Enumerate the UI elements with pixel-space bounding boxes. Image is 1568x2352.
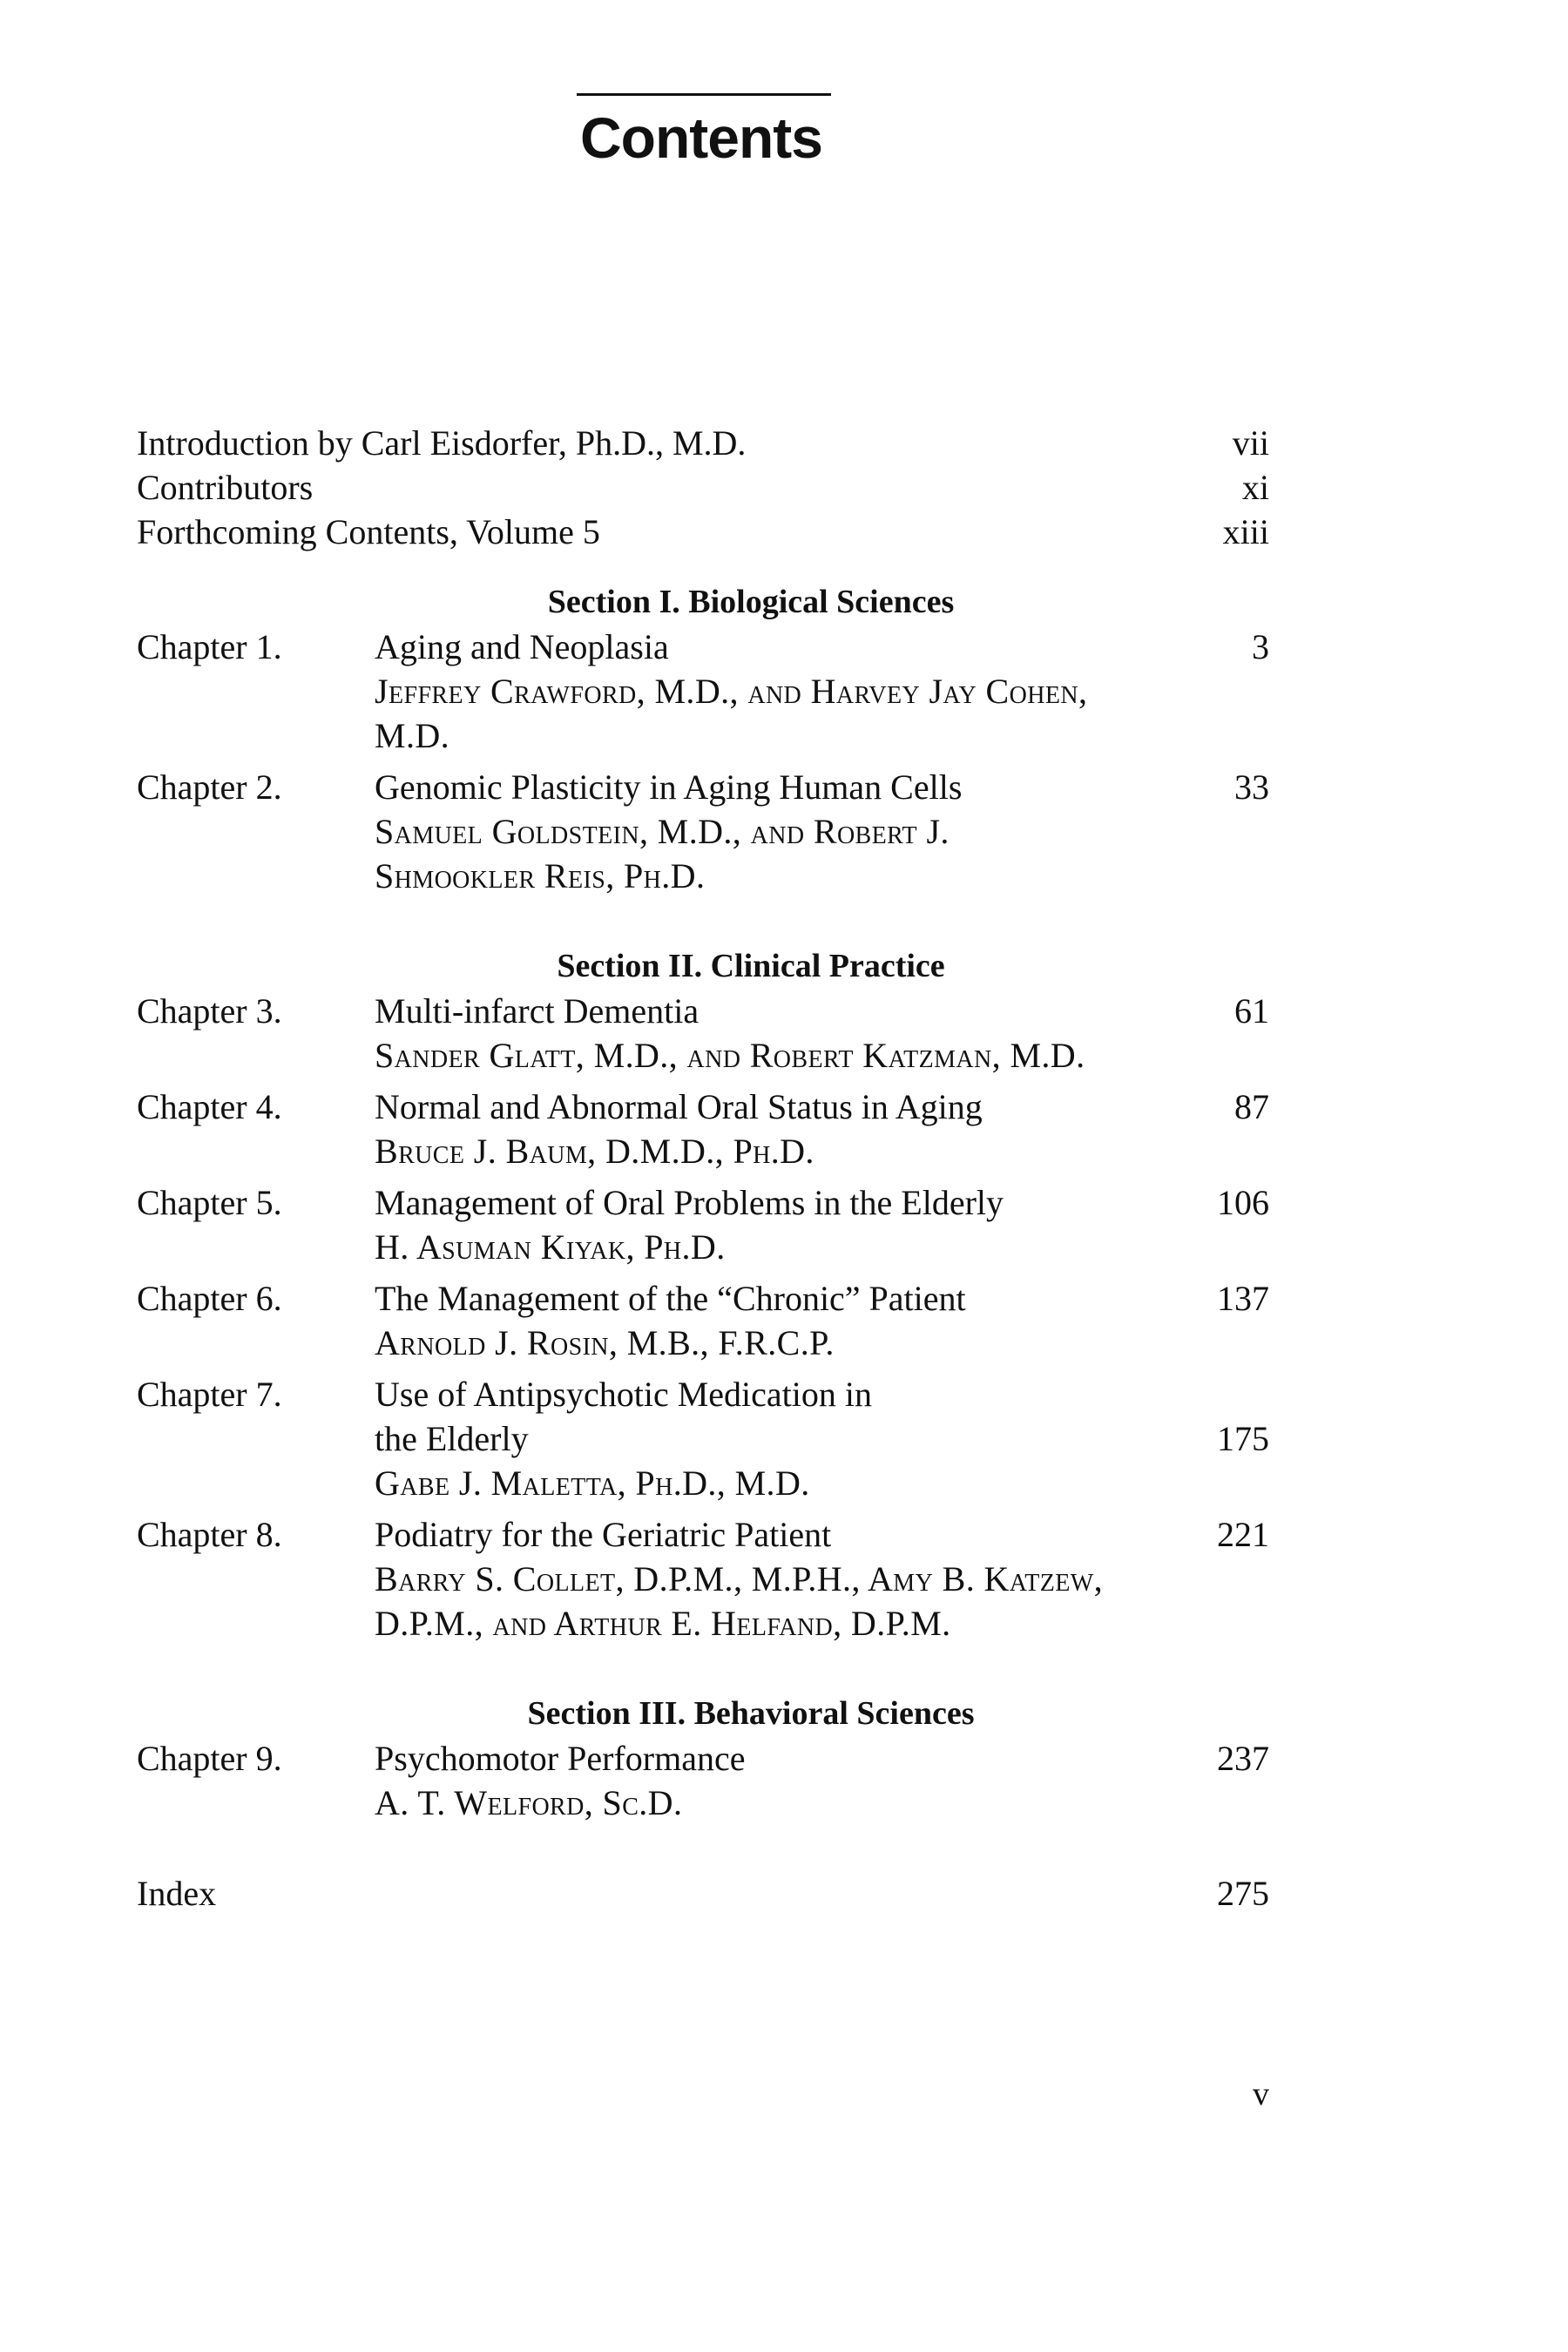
chapter-page: 175 xyxy=(1217,1419,1269,1458)
toc-row-index[interactable] xyxy=(137,1871,1269,1916)
title-rule xyxy=(577,93,831,96)
chapter-number: Chapter 3. xyxy=(137,991,282,1031)
toc-entry-chapter-6[interactable] xyxy=(137,1276,1269,1365)
chapter-authors: A. T. Welford, Sc.D. xyxy=(375,1783,683,1822)
chapter-authors: Bruce J. Baum, D.M.D., Ph.D. xyxy=(375,1132,814,1171)
toc-row-page: xi xyxy=(1241,468,1269,507)
chapter-authors: Sander Glatt, M.D., and Robert Katzman, M.D. xyxy=(375,1036,1085,1075)
chapter-authors: Barry S. Collet, D.P.M., M.P.H., Amy B. Katzew, D.P.M., and Arthur E. Helfand, D.P.M. xyxy=(375,1559,1104,1643)
chapter-title: Management of Oral Problems in the Elderly xyxy=(375,1183,1004,1222)
chapter-page: 61 xyxy=(1234,991,1269,1031)
chapter-page: 33 xyxy=(1234,767,1269,807)
toc-row-label: Introduction by Carl Eisdorfer, Ph.D., M.D. xyxy=(137,423,747,463)
section-heading: Section II. Clinical Practice xyxy=(557,948,945,984)
chapter-title: Psychomotor Performance xyxy=(375,1739,746,1778)
page-number: v xyxy=(1253,2076,1269,2112)
toc-row-page: vii xyxy=(1232,423,1269,463)
section-heading: Section I. Biological Sciences xyxy=(547,584,955,620)
chapter-authors: Arnold J. Rosin, M.B., F.R.C.P. xyxy=(375,1323,835,1362)
chapter-authors: Gabe J. Maletta, Ph.D., M.D. xyxy=(375,1463,810,1503)
chapter-number: Chapter 8. xyxy=(137,1515,282,1554)
chapter-number: Chapter 7. xyxy=(137,1375,282,1414)
chapter-number: Chapter 4. xyxy=(137,1087,282,1126)
toc-entry-chapter-2[interactable] xyxy=(137,765,1269,898)
chapter-number: Chapter 9. xyxy=(137,1739,282,1778)
toc-row-label: Contributors xyxy=(137,468,314,507)
chapter-page: 106 xyxy=(1217,1183,1269,1222)
chapter-authors: H. Asuman Kiyak, Ph.D. xyxy=(375,1227,726,1267)
toc-entry-chapter-7[interactable] xyxy=(137,1372,1269,1505)
toc-row-page: xiii xyxy=(1222,512,1269,551)
chapter-title: Multi-infarct Dementia xyxy=(375,991,700,1031)
chapter-page: 237 xyxy=(1217,1739,1269,1778)
chapter-title: Aging and Neoplasia xyxy=(375,627,669,666)
chapter-page: 87 xyxy=(1234,1087,1269,1126)
chapter-page: 3 xyxy=(1252,627,1269,666)
chapter-number: Chapter 1. xyxy=(137,627,282,666)
toc-entry-chapter-8[interactable] xyxy=(137,1512,1269,1646)
table-of-contents xyxy=(137,421,1269,1916)
toc-entry-chapter-1[interactable] xyxy=(137,625,1269,758)
chapter-page: 137 xyxy=(1217,1279,1269,1318)
chapter-title: Use of Antipsychotic Medication in the Elderly xyxy=(375,1375,873,1458)
toc-entry-chapter-9[interactable] xyxy=(137,1736,1269,1825)
toc-entry-chapter-4[interactable] xyxy=(137,1085,1269,1173)
chapter-page: 221 xyxy=(1217,1515,1269,1554)
section-heading: Section III. Behavioral Sciences xyxy=(527,1695,975,1732)
chapter-number: Chapter 6. xyxy=(137,1279,282,1318)
toc-entry-chapter-5[interactable] xyxy=(137,1180,1269,1269)
chapter-number: Chapter 5. xyxy=(137,1183,282,1222)
toc-row-page: 275 xyxy=(1217,1874,1269,1913)
toc-row-contributors[interactable] xyxy=(137,465,1269,510)
chapter-authors: Jeffrey Crawford, M.D., and Harvey Jay Cohen, M.D. xyxy=(375,672,1088,755)
chapter-authors: Samuel Goldstein, M.D., and Robert J. Shmookler Reis, Ph.D. xyxy=(375,812,950,896)
page-title: Contents xyxy=(580,105,822,170)
chapter-title: Normal and Abnormal Oral Status in Aging xyxy=(375,1087,983,1126)
toc-row-forthcoming-contents[interactable] xyxy=(137,510,1269,554)
toc-row-introduction[interactable] xyxy=(137,421,1269,465)
chapter-number: Chapter 2. xyxy=(137,767,282,807)
toc-row-label: Index xyxy=(137,1874,217,1913)
chapter-title: Genomic Plasticity in Aging Human Cells xyxy=(375,767,963,807)
chapter-title: Podiatry for the Geriatric Patient xyxy=(375,1515,832,1554)
chapter-title: The Management of the “Chronic” Patient xyxy=(375,1279,966,1318)
toc-entry-chapter-3[interactable] xyxy=(137,989,1269,1078)
toc-row-label: Forthcoming Contents, Volume 5 xyxy=(137,512,600,551)
